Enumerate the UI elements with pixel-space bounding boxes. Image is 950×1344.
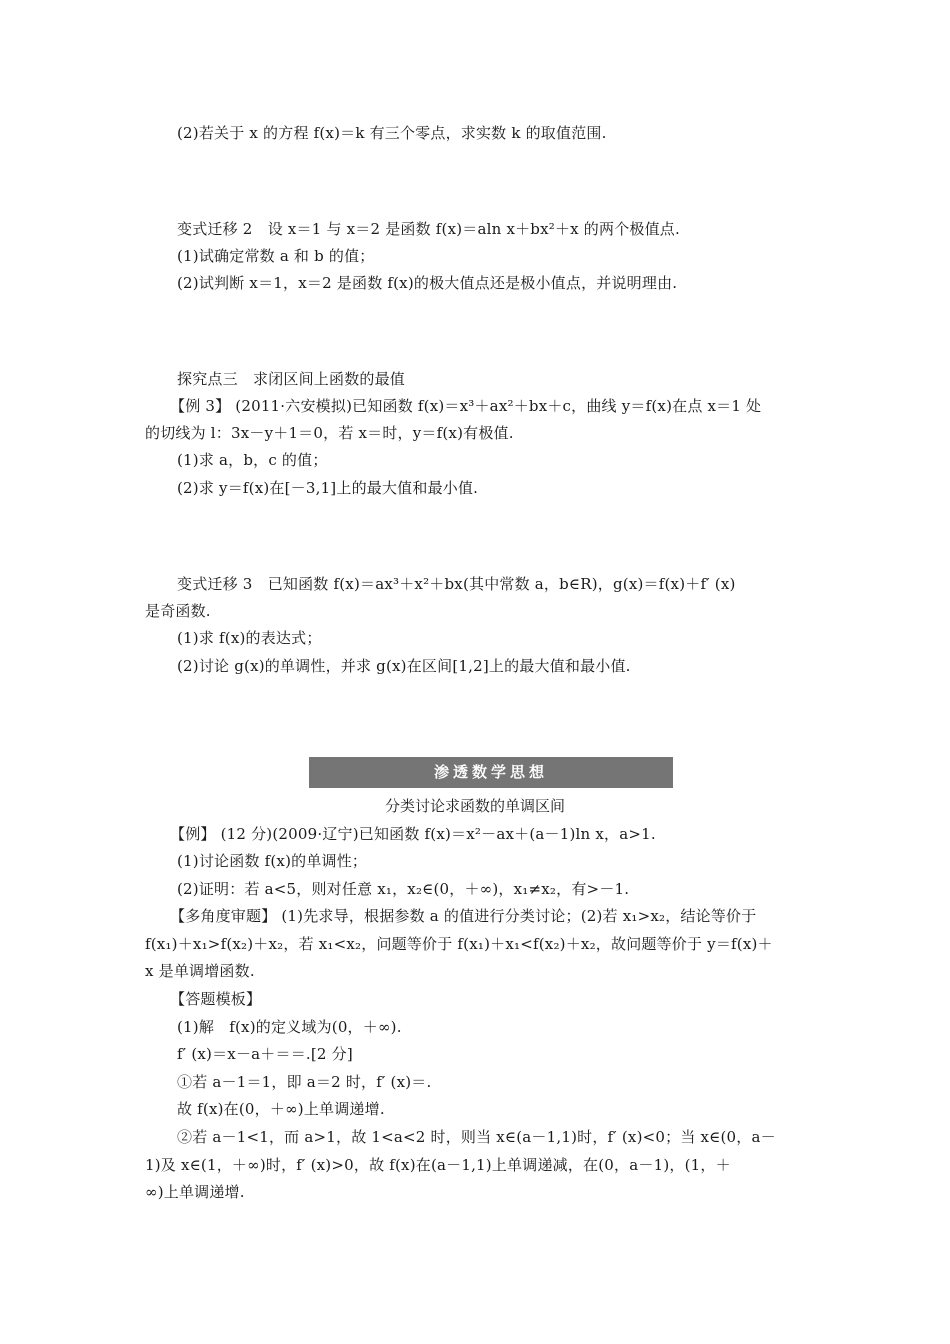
variation-2-part-2: (2)试判断 x＝1，x＝2 是函数 f(x)的极大值点还是极小值点，并说明理由. [177, 274, 678, 292]
solution-case-2-line-2: 1)及 x∈(1，＋∞)时，f′ (x)>0，故 f(x)在(a－1,1)上单调递减，在(0，a－1)，(1，＋ [145, 1156, 731, 1174]
variation-3-part-2: (2)讨论 g(x)的单调性，并求 g(x)在区间[1,2]上的最大值和最小值. [177, 657, 631, 675]
example-3-part-2: (2)求 y＝f(x)在[－3,1]上的最大值和最小值. [177, 479, 479, 497]
solution-case-1-conclusion: 故 f(x)在(0，＋∞)上单调递增. [177, 1100, 385, 1118]
solution-derivative: f′ (x)＝x－a＋＝＝.[2 分] [177, 1045, 353, 1063]
analysis-line-1: 【多角度审题】 (1)先求导，根据参数 a 的值进行分类讨论；(2)若 x₁>x₂，结论等价于 [170, 907, 757, 925]
analysis-line-3: x 是单调增函数. [145, 962, 255, 980]
solution-case-2-line-3: ∞)上单调递增. [145, 1183, 245, 1201]
section-subtitle: 分类讨论求函数的单调区间 [384, 797, 565, 815]
example-3-line-2: 的切线为 l：3x－y＋1＝0，若 x＝时，y＝f(x)有极值. [145, 424, 514, 442]
variation-3-line-1: 变式迁移 3 已知函数 f(x)＝ax³＋x²＋bx(其中常数 a，b∈R)，g(x)＝f(x)＋f′ (x) [177, 575, 736, 593]
example-part-1: (1)讨论函数 f(x)的单调性； [177, 852, 368, 870]
solution-case-1: ①若 a－1＝1，即 a＝2 时，f′ (x)＝. [177, 1073, 432, 1091]
example-line-1: 【例】 (12 分)(2009·辽宁)已知函数 f(x)＝x²－ax＋(a－1)ln x，a>1. [170, 825, 656, 843]
variation-3-line-2: 是奇函数. [145, 602, 211, 620]
variation-3-part-1: (1)求 f(x)的表达式； [177, 629, 322, 647]
answer-template-heading: 【答题模板】 [170, 990, 262, 1008]
section-banner: 渗透数学思想 [309, 757, 673, 788]
analysis-line-2: f(x₁)＋x₁>f(x₂)＋x₂，若 x₁<x₂，问题等价于 f(x₁)＋x₁<f(x₂)＋x₂，故问题等价于 y＝f(x)＋ [145, 935, 773, 953]
variation-2-heading: 变式迁移 2 设 x＝1 与 x＝2 是函数 f(x)＝aln x＋bx²＋x 的两个极值点. [177, 220, 680, 238]
solution-case-2-line-1: ②若 a－1<1，而 a>1，故 1<a<2 时，则当 x∈(a－1,1)时，f′ (x)<0；当 x∈(0，a－ [177, 1128, 776, 1146]
problem-part-2-zeros: (2)若关于 x 的方程 f(x)＝k 有三个零点，求实数 k 的取值范围. [177, 124, 607, 142]
example-part-2: (2)证明：若 a<5，则对任意 x₁，x₂∈(0，＋∞)，x₁≠x₂，有>－1. [177, 880, 630, 898]
example-3-part-1: (1)求 a，b，c 的值； [177, 451, 328, 469]
solution-domain: (1)解 f(x)的定义域为(0，＋∞). [177, 1018, 402, 1036]
section-heading-explore-3: 探究点三 求闭区间上函数的最值 [177, 370, 406, 388]
example-3-line-1: 【例 3】 (2011·六安模拟)已知函数 f(x)＝x³＋ax²＋bx＋c，曲线 y＝f(x)在点 x＝1 处 [170, 397, 762, 415]
variation-2-part-1: (1)试确定常数 a 和 b 的值； [177, 247, 375, 265]
